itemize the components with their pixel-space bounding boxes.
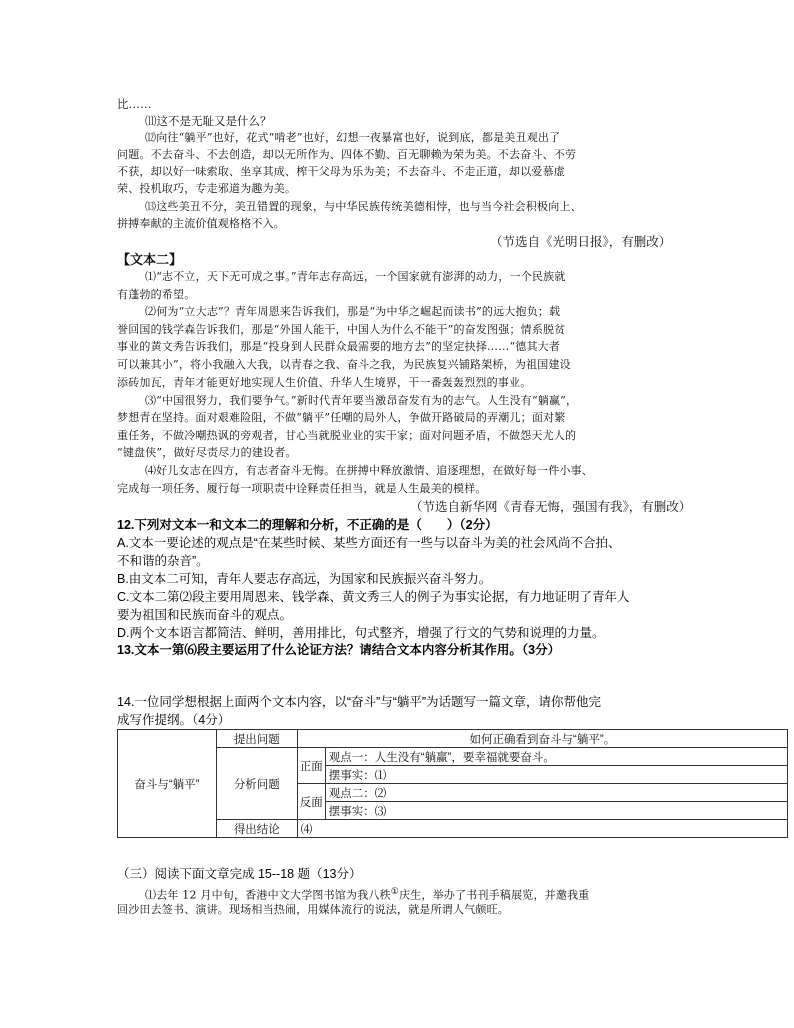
text2-source: （节选自新华网《青春无悔，强国有我》，有删改） (410, 500, 692, 514)
section-3-paragraph-1-line2: 回沙田去签书、演讲。现场相当热闹，用媒体流行的说法，就是所谓人气颇旺。 (117, 903, 509, 916)
section-3-paragraph-1-text-b: 庆生，举办了书刊手稿展览，并邀我重 (399, 888, 590, 902)
text2-paragraph-1-line2: 有蓬勃的希望。 (117, 288, 196, 301)
text1-paragraph-12-line1: ⑿向往“躺平”也好，花式“啃老”也好，幻想一夜暴富也好，说到底，都是美丑观出了 (145, 131, 561, 144)
text1-paragraph-12-line4: 荣、投机取巧，专走邪道为趣为美。 (117, 182, 297, 195)
text1-source: （节选自《光明日报》，有删改） (490, 235, 672, 249)
footnote-marker: ① (390, 887, 400, 897)
outline-analyze-label: 分析问题 (216, 748, 297, 820)
text2-paragraph-2-line1: ⑵何为“立大志”？青年周恩来告诉我们，那是“为中华之崛起而读书”的远大抱负；载 (145, 305, 561, 318)
question-13-stem: 13.文本一第⑹段主要运用了什么论证方法？请结合文本内容分析其作用。（3分） (117, 643, 561, 657)
text2-paragraph-3-line2: 梦想青在坚持。面对艰难险阻，不做“躺平”任嘲的局外人，争做开路破局的弄潮儿；面对繁 (117, 411, 566, 424)
section-3-paragraph-1-text-a: ⑴去年 12 月中旬，香港中文大学图书馆为我八秩 (145, 888, 391, 902)
outline-view-two-blank[interactable]: 观点二：⑵ (325, 784, 787, 802)
text1-paragraph-13-line1: ⒀这些美丑不分，美丑错置的现象，与中华民族传统美德相悖，也与当今社会积极向上、 (145, 200, 582, 213)
text2-paragraph-2-line4: 可以兼其小”，将小我融入大我，以青春之我、奋斗之我，为民族复兴铺路架桥，为祖国建设 (117, 358, 571, 371)
text2-paragraph-3-line1: ⑶“中国很努力，我们要争气。”新时代青年要当激昂奋发有为的志气。人生没有“躺赢”， (145, 394, 578, 407)
text2-paragraph-2-line5: 添砖加瓦，青年才能更好地实现人生价值、升华人生境界，干一番轰轰烈烈的事业。 (117, 376, 532, 389)
text2-paragraph-2-line2: 誉回国的钱学森告诉我们，那是“外国人能干，中国人为什么不能干”的奋发图强；情系脱贫 (117, 323, 566, 336)
section-3-paragraph-1-line1 (145, 884, 589, 904)
text1-paragraph-11: ⑾这不是无耻又是什么？ (145, 114, 272, 128)
outline-negative-label: 反面 (297, 784, 325, 820)
outline-conclude-label: 得出结论 (216, 820, 297, 838)
question-12-option-d: D.两个文本语言都简洁、鲜明，善用排比，句式整齐，增强了行文的气势和说理的力量。 (117, 626, 605, 640)
question-12-option-c-line1: C.文本二第⑵段主要用周恩来、钱学森、黄文秀三人的例子为事实论据，有力地证明了青年人 (117, 590, 630, 604)
text2-paragraph-2-line3: 事业的黄文秀告诉我们，那是“投身到人民群众最需要的地方去”的坚定抉择……“德其大者 (117, 340, 561, 353)
writing-outline-table (117, 729, 788, 838)
text2-paragraph-4-line1: ⑷好儿女志在四方，有志者奋斗无悔。在拼搏中释放激情、追逐理想，在做好每一件小事、 (145, 464, 593, 477)
question-12-stem: 12.下列对文本一和文本二的理解和分析，不正确的是（ ）（2分） (117, 518, 498, 532)
text2-header: 【文本二】 (117, 252, 183, 267)
question-12-option-c-line2: 要为祖国和民族而奋斗的观点。 (117, 608, 293, 622)
outline-fact-two-blank[interactable]: 摆事实：⑶ (325, 802, 787, 820)
outline-positive-label: 正面 (297, 748, 325, 784)
question-14-stem-line1: 14.一位同学想根据上面两个文本内容，以“奋斗”与“躺平”为话题写一篇文章，请你帮他完 (117, 695, 602, 709)
text2-paragraph-1-line1: ⑴“志不立，天下无可成之事。”青年志存高远，一个国家就有澎湃的动力，一个民族就 (145, 270, 566, 283)
question-12-option-a-line1: A.文本一要论述的观点是“在某些时候、某些方面还有一些与以奋斗为美的社会风尚不合拍、 (117, 536, 621, 550)
outline-topic-cell: 奋斗与“躺平” (118, 730, 217, 838)
text1-paragraph-12-line2: 问题。不去奋斗、不去创造，却以无所作为、四体不勤、百无聊赖为荣为美。不去奋斗、不劳 (117, 148, 577, 161)
text1-line: 比…… (117, 97, 152, 111)
text2-paragraph-4-line2: 完成每一项任务、履行每一项职责中诠释责任担当，就是人生最美的模样。 (117, 482, 487, 495)
outline-conclude-blank[interactable]: ⑷ (297, 820, 787, 838)
text1-paragraph-13-line2: 拼搏奉献的主流价值观格格不入。 (117, 217, 285, 230)
outline-fact-one-blank[interactable]: 摆事实：⑴ (325, 766, 787, 784)
text2-paragraph-3-line4: “键盘侠”，做好尽责尽力的建设者。 (117, 446, 297, 459)
outline-view-one: 观点一：人生没有“躺赢”，要幸福就要奋斗。 (325, 748, 787, 766)
question-12-option-a-line2: 不和谐的杂音”。 (117, 554, 209, 568)
text1-paragraph-12-line3: 不获，却以好一味索取、坐享其成、榨干父母为乐为美；不去奋斗、不走正道，却以爱慕虚 (117, 165, 565, 178)
question-12-option-b: B.由文本二可知，青年人要志存高远，为国家和民族振兴奋斗努力。 (117, 572, 492, 586)
outline-ask-label: 提出问题 (216, 730, 297, 748)
outline-ask-value: 如何正确看到奋斗与“躺平”。 (297, 730, 787, 748)
question-14-stem-line2: 成写作提纲。（4分） (117, 713, 231, 727)
section-3-title: （三）阅读下面文章完成 15--18 题（13分） (117, 867, 362, 881)
text2-paragraph-3-line3: 重任务，不做冷嘲热讽的旁观者，甘心当就脱业业的实干家；面对问题矛盾，不做怨天尤人的 (117, 429, 577, 442)
